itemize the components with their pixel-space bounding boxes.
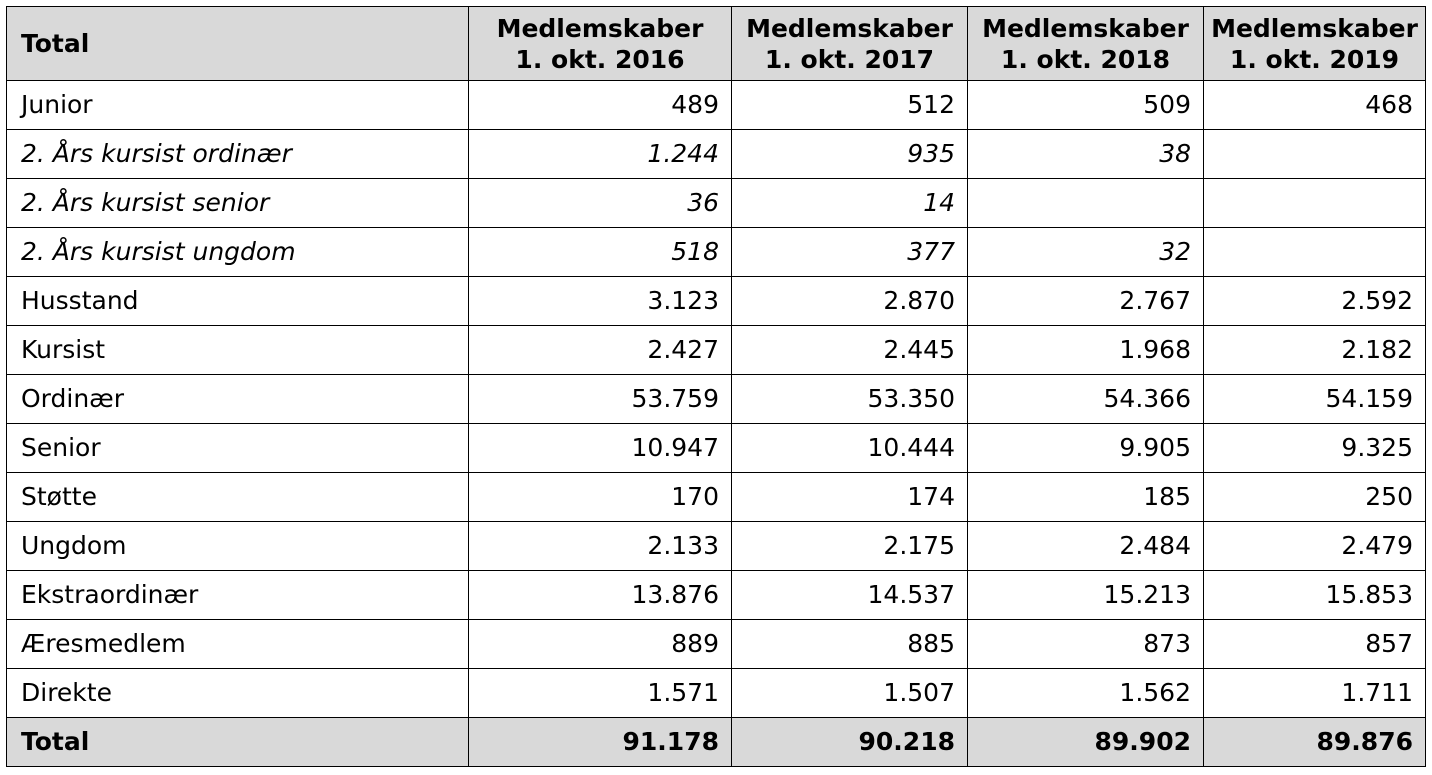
cell-value-2016: 1.571: [469, 669, 732, 718]
cell-value-2018: 9.905: [968, 424, 1204, 473]
table-row: [7, 473, 1426, 522]
table-row: [7, 522, 1426, 571]
row-label: Æresmedlem: [7, 620, 469, 669]
cell-value-2017: 2.175: [732, 522, 968, 571]
cell-value-2017: 512: [732, 81, 968, 130]
table-row: [7, 277, 1426, 326]
row-label: Junior: [7, 81, 469, 130]
cell-value-2016: 36: [469, 179, 732, 228]
cell-value-2019: 250: [1204, 473, 1426, 522]
header-col-2018: [968, 7, 1204, 81]
header-col-date: 1. okt. 2018: [1000, 44, 1171, 74]
cell-value-2016: 10.947: [469, 424, 732, 473]
table-row: [7, 130, 1426, 179]
row-label: Kursist: [7, 326, 469, 375]
cell-value-2017: 174: [732, 473, 968, 522]
cell-value-2018: 873: [968, 620, 1204, 669]
header-corner-label: Total: [7, 7, 469, 81]
cell-value-2018: 1.968: [968, 326, 1204, 375]
total-value-2019: 89.876: [1204, 718, 1426, 767]
row-label: Ungdom: [7, 522, 469, 571]
cell-value-2017: 2.870: [732, 277, 968, 326]
total-value-2017: 90.218: [732, 718, 968, 767]
total-value-2018: 89.902: [968, 718, 1204, 767]
cell-value-2019: [1204, 228, 1426, 277]
table-row: [7, 228, 1426, 277]
table-body: [7, 81, 1426, 718]
table-row: [7, 669, 1426, 718]
row-label: 2. Års kursist senior: [7, 179, 469, 228]
cell-value-2016: 53.759: [469, 375, 732, 424]
header-col-title: Medlemskaber: [1211, 13, 1418, 43]
table-row: [7, 326, 1426, 375]
row-label: Ekstraordinær: [7, 571, 469, 620]
cell-value-2017: 935: [732, 130, 968, 179]
header-col-2017: [732, 7, 968, 81]
cell-value-2017: 14: [732, 179, 968, 228]
header-col-date: 1. okt. 2017: [764, 44, 935, 74]
membership-table: [6, 6, 1426, 767]
cell-value-2018: 38: [968, 130, 1204, 179]
cell-value-2016: 1.244: [469, 130, 732, 179]
cell-value-2017: 14.537: [732, 571, 968, 620]
cell-value-2018: 32: [968, 228, 1204, 277]
header-row: [7, 7, 1426, 81]
header-col-title: Medlemskaber: [746, 13, 953, 43]
row-label: Direkte: [7, 669, 469, 718]
cell-value-2019: 2.479: [1204, 522, 1426, 571]
total-row-label: Total: [7, 718, 469, 767]
cell-value-2018: 185: [968, 473, 1204, 522]
header-col-date: 1. okt. 2016: [515, 44, 685, 74]
cell-value-2019: 857: [1204, 620, 1426, 669]
total-value-2016: 91.178: [469, 718, 732, 767]
cell-value-2018: 1.562: [968, 669, 1204, 718]
cell-value-2017: 2.445: [732, 326, 968, 375]
cell-value-2019: [1204, 130, 1426, 179]
table-row: [7, 424, 1426, 473]
cell-value-2019: 9.325: [1204, 424, 1426, 473]
cell-value-2019: 2.592: [1204, 277, 1426, 326]
cell-value-2018: 15.213: [968, 571, 1204, 620]
cell-value-2016: 489: [469, 81, 732, 130]
row-label: Støtte: [7, 473, 469, 522]
cell-value-2017: 10.444: [732, 424, 968, 473]
cell-value-2017: 885: [732, 620, 968, 669]
cell-value-2016: 170: [469, 473, 732, 522]
row-label: 2. Års kursist ordinær: [7, 130, 469, 179]
table-row: [7, 81, 1426, 130]
cell-value-2019: 2.182: [1204, 326, 1426, 375]
header-col-title: Medlemskaber: [982, 13, 1189, 43]
table-row: [7, 620, 1426, 669]
cell-value-2016: 13.876: [469, 571, 732, 620]
header-col-date: 1. okt. 2019: [1229, 44, 1400, 74]
row-label: Senior: [7, 424, 469, 473]
cell-value-2019: 15.853: [1204, 571, 1426, 620]
row-label: 2. Års kursist ungdom: [7, 228, 469, 277]
cell-value-2016: 2.427: [469, 326, 732, 375]
table-row: [7, 375, 1426, 424]
row-label: Husstand: [7, 277, 469, 326]
cell-value-2016: 518: [469, 228, 732, 277]
header-col-2019: [1204, 7, 1426, 81]
cell-value-2018: 509: [968, 81, 1204, 130]
row-label: Ordinær: [7, 375, 469, 424]
cell-value-2018: 54.366: [968, 375, 1204, 424]
cell-value-2018: 2.767: [968, 277, 1204, 326]
cell-value-2016: 889: [469, 620, 732, 669]
cell-value-2017: 377: [732, 228, 968, 277]
table-row: [7, 179, 1426, 228]
header-col-2016: [469, 7, 732, 81]
header-col-title: Medlemskaber: [496, 13, 704, 43]
total-row: [7, 718, 1426, 767]
cell-value-2017: 1.507: [732, 669, 968, 718]
cell-value-2019: 468: [1204, 81, 1426, 130]
cell-value-2016: 2.133: [469, 522, 732, 571]
table-row: [7, 571, 1426, 620]
cell-value-2016: 3.123: [469, 277, 732, 326]
cell-value-2019: 54.159: [1204, 375, 1426, 424]
cell-value-2019: [1204, 179, 1426, 228]
cell-value-2018: 2.484: [968, 522, 1204, 571]
cell-value-2017: 53.350: [732, 375, 968, 424]
cell-value-2019: 1.711: [1204, 669, 1426, 718]
cell-value-2018: [968, 179, 1204, 228]
